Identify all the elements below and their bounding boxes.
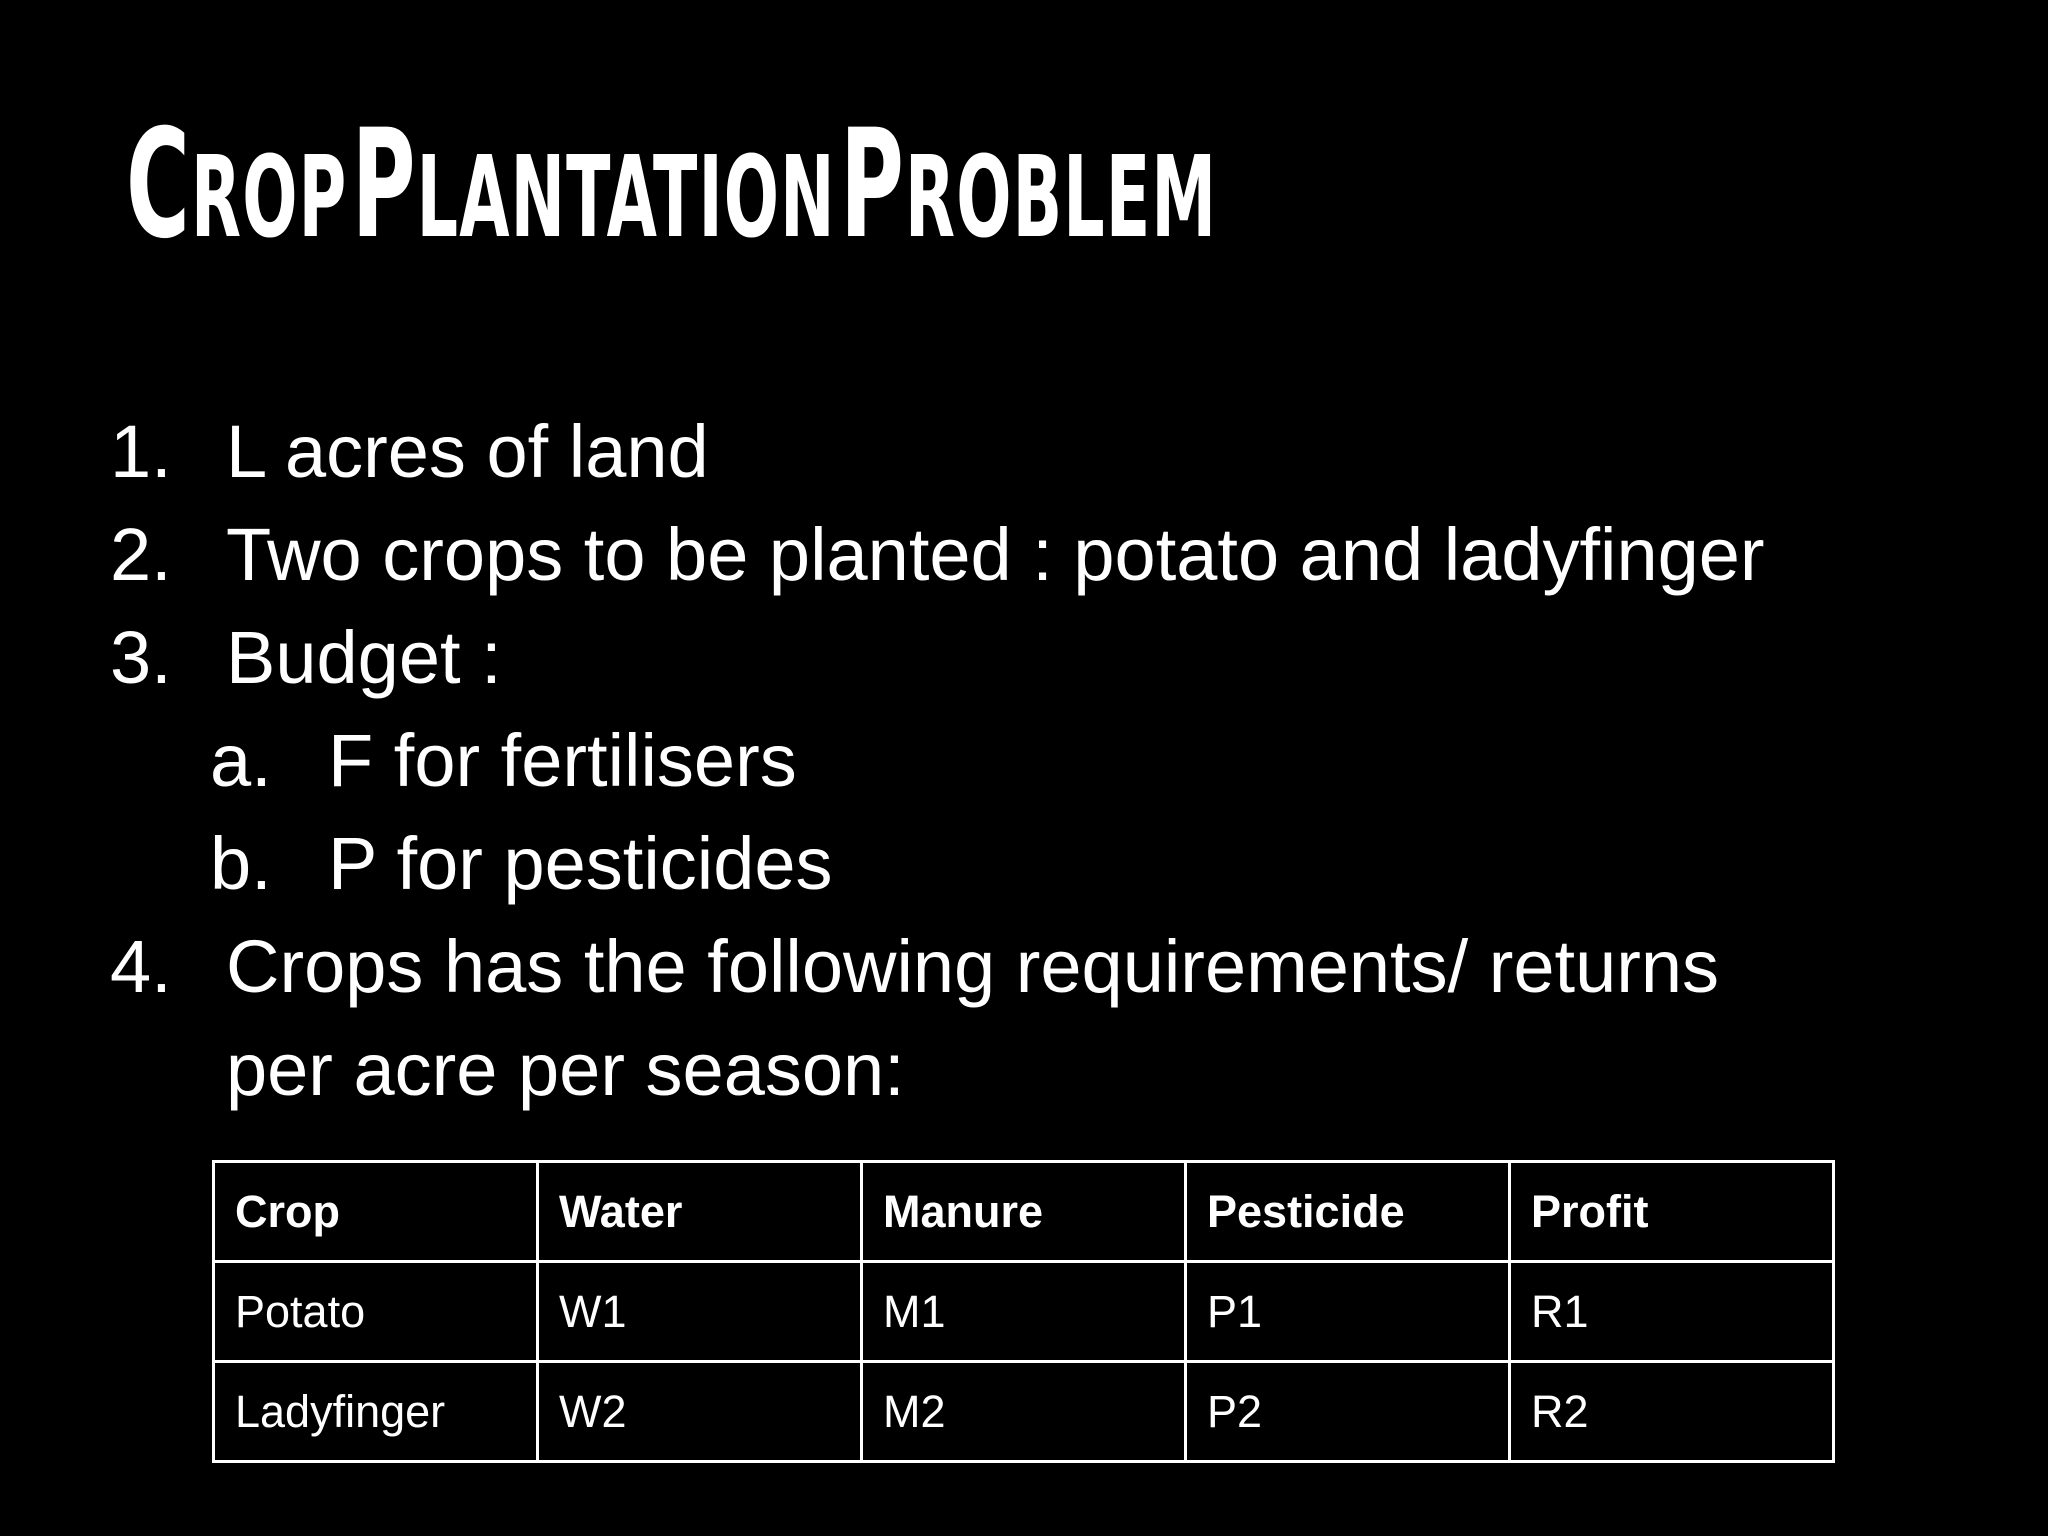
table-cell: R2 xyxy=(1510,1362,1834,1462)
title-word: ROBLEM xyxy=(905,133,1218,263)
list-item-continuation xyxy=(110,1018,1970,1121)
table-cell: Ladyfinger xyxy=(214,1362,538,1462)
table-cell: W2 xyxy=(538,1362,862,1462)
table-cell: M1 xyxy=(862,1262,1186,1362)
table-cell: R1 xyxy=(1510,1262,1834,1362)
table-cell: M2 xyxy=(862,1362,1186,1462)
list-item xyxy=(110,915,1970,1018)
sub-list-item xyxy=(110,812,1970,915)
title-letter: C xyxy=(126,98,192,272)
title-word: ROP xyxy=(191,133,348,263)
list-letter: b. xyxy=(210,822,272,905)
slide-title xyxy=(126,98,1218,272)
list-number: 4. xyxy=(110,925,172,1008)
list-text: L acres of land xyxy=(226,410,709,493)
table-cell: P1 xyxy=(1186,1262,1510,1362)
list-text: F for fertilisers xyxy=(328,719,797,802)
list-number: 3. xyxy=(110,616,172,699)
list-item xyxy=(110,400,1970,503)
list-text: per acre per season: xyxy=(226,1028,905,1111)
table-header-row xyxy=(214,1162,1834,1262)
table-row xyxy=(214,1362,1834,1462)
table-header-cell: Pesticide xyxy=(1186,1162,1510,1262)
list-text: Budget : xyxy=(226,616,502,699)
table-cell: P2 xyxy=(1186,1362,1510,1462)
crop-requirements-table xyxy=(212,1160,1835,1463)
list-item xyxy=(110,606,1970,709)
title-word: LANTATION xyxy=(416,133,836,263)
list-number: 1. xyxy=(110,410,172,493)
table-header-cell: Crop xyxy=(214,1162,538,1262)
list-text: P for pesticides xyxy=(328,822,833,905)
list-number: 2. xyxy=(110,513,172,596)
table-cell: W1 xyxy=(538,1262,862,1362)
table-header-cell: Manure xyxy=(862,1162,1186,1262)
requirements-list xyxy=(110,400,1970,1121)
list-text: Crops has the following requirements/ returns xyxy=(226,925,1720,1008)
list-letter: a. xyxy=(210,719,272,802)
sub-list-item xyxy=(110,709,1970,812)
table-header-cell: Profit xyxy=(1510,1162,1834,1262)
table-header-cell: Water xyxy=(538,1162,862,1262)
title-letter: P xyxy=(840,98,906,272)
list-text: Two crops to be planted : potato and ladyfinger xyxy=(226,513,1765,596)
table-cell: Potato xyxy=(214,1262,538,1362)
list-item xyxy=(110,503,1970,606)
title-letter: P xyxy=(351,98,417,272)
table-row xyxy=(214,1262,1834,1362)
